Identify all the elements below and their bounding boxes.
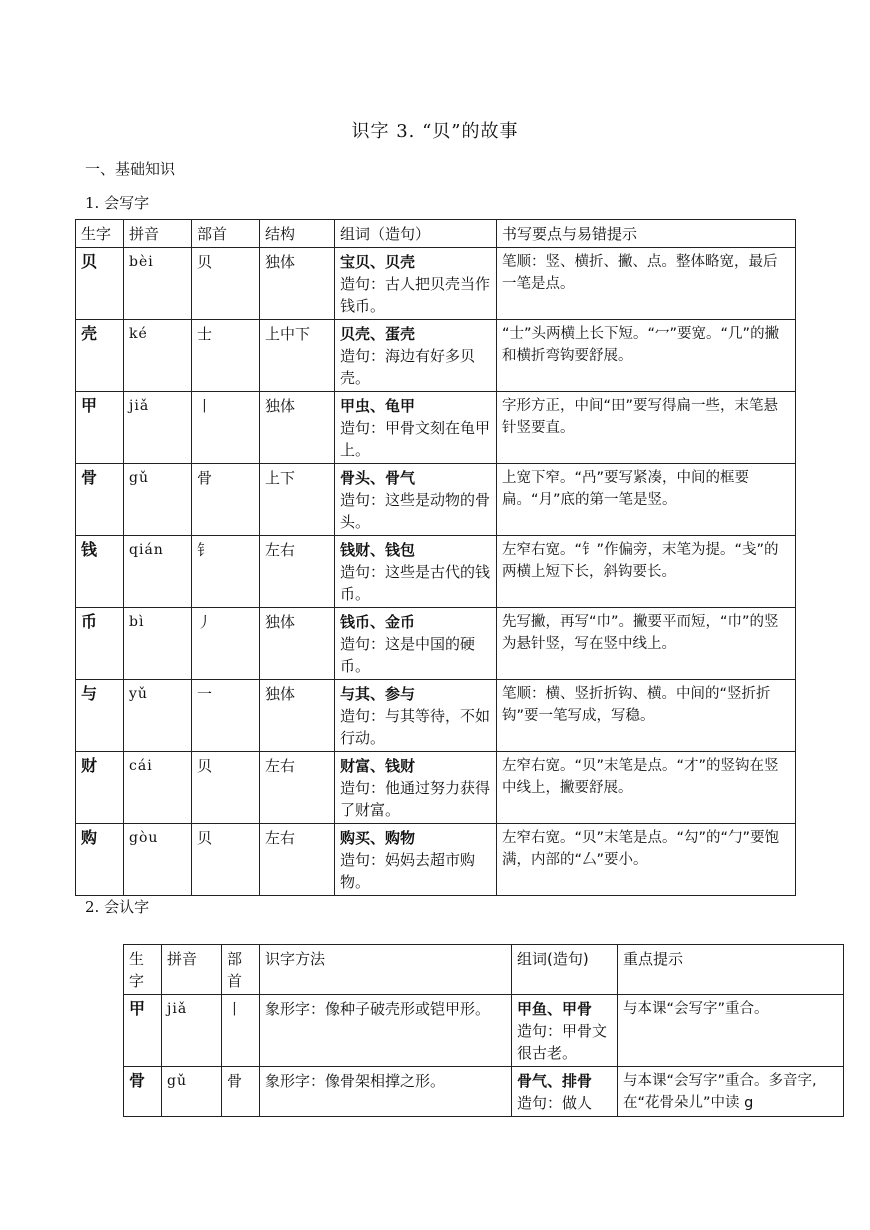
table-row	[124, 1067, 844, 1117]
char-cell: 财	[76, 752, 124, 824]
tip-cell: 左窄右宽。“贝”末笔是点。“才”的竖钩在竖中线上，撇要舒展。	[497, 752, 796, 824]
pinyin-cell: gǔ	[162, 1067, 222, 1117]
tip-cell: 左窄右宽。“贝”末笔是点。“勾”的“勹”要饱满，内部的“厶”要小。	[497, 824, 796, 896]
words-cell	[512, 995, 618, 1067]
structure-cell: 上中下	[260, 320, 335, 392]
page-title: 识字 3. “贝”的故事	[351, 121, 519, 142]
subsection-write: 1. 会写字	[85, 194, 150, 212]
column-header: 重点提示	[618, 945, 844, 995]
method-cell: 象形字：像种子破壳形或铠甲形。	[260, 995, 512, 1067]
radical-cell: 丨	[222, 995, 260, 1067]
radical-cell: 丿	[192, 608, 260, 680]
tip-cell: 笔顺：竖、横折、撇、点。整体略宽，最后一笔是点。	[497, 248, 796, 320]
column-header: 生字	[124, 945, 162, 995]
column-header: 书写要点与易错提示	[497, 220, 796, 248]
char-cell: 骨	[124, 1067, 162, 1117]
tip-cell: 笔顺：横、竖折折钩、横。中间的“竖折折钩”要一笔写成，写稳。	[497, 680, 796, 752]
example-sentence: 造句：与其等待，不如行动。	[340, 707, 491, 747]
word-list: 财富、钱财	[340, 757, 416, 775]
column-header: 组词(造句)	[512, 945, 618, 995]
radical-cell: 丨	[192, 392, 260, 464]
word-list: 甲鱼、甲骨	[517, 1000, 593, 1018]
column-header: 结构	[260, 220, 335, 248]
table-row	[76, 752, 796, 824]
tip-cell: 上宽下窄。“冎”要写紧凑，中间的框要扁。“月”底的第一笔是竖。	[497, 464, 796, 536]
pinyin-cell: ké	[124, 320, 192, 392]
char-cell: 购	[76, 824, 124, 896]
example-sentence: 造句：古人把贝壳当作钱币。	[340, 275, 491, 315]
structure-cell: 左右	[260, 752, 335, 824]
table-header-row	[76, 220, 796, 248]
radical-cell: 一	[192, 680, 260, 752]
word-list: 骨头、骨气	[340, 469, 416, 487]
word-list: 钱币、金币	[340, 613, 416, 631]
example-sentence: 造句：妈妈去超市购物。	[340, 851, 476, 891]
words-cell	[335, 248, 497, 320]
radical-cell: 贝	[192, 752, 260, 824]
words-cell	[335, 464, 497, 536]
word-list: 钱财、钱包	[340, 541, 416, 559]
column-header: 拼音	[162, 945, 222, 995]
pinyin-cell: qián	[124, 536, 192, 608]
table-row	[76, 680, 796, 752]
word-list: 贝壳、蛋壳	[340, 325, 416, 343]
words-cell	[335, 536, 497, 608]
char-cell: 壳	[76, 320, 124, 392]
table-header-row	[124, 945, 844, 995]
radical-cell: 贝	[192, 248, 260, 320]
char-cell: 与	[76, 680, 124, 752]
pinyin-cell: jiǎ	[162, 995, 222, 1067]
word-list: 骨气、排骨	[517, 1072, 593, 1090]
words-cell	[335, 608, 497, 680]
structure-cell: 独体	[260, 608, 335, 680]
word-list: 购买、购物	[340, 829, 416, 847]
table-row	[76, 464, 796, 536]
table-row	[124, 995, 844, 1067]
write-table	[75, 219, 796, 896]
section-heading: 一、基础知识	[85, 160, 176, 178]
char-cell: 甲	[124, 995, 162, 1067]
char-cell: 甲	[76, 392, 124, 464]
example-sentence: 造句：海边有好多贝壳。	[340, 347, 476, 387]
column-header: 部首	[222, 945, 260, 995]
structure-cell: 独体	[260, 248, 335, 320]
char-cell: 钱	[76, 536, 124, 608]
example-sentence: 造句：他通过努力获得了财富。	[340, 779, 491, 819]
pinyin-cell: bèi	[124, 248, 192, 320]
tip-cell: 先写撇，再写“巾”。撇要平而短，“巾”的竖为悬针竖，写在竖中线上。	[497, 608, 796, 680]
example-sentence: 造句：做人	[517, 1094, 593, 1112]
column-header: 拼音	[124, 220, 192, 248]
example-sentence: 造句：这些是古代的钱币。	[340, 563, 491, 603]
example-sentence: 造句：甲骨文很古老。	[517, 1022, 608, 1062]
column-header: 组词（造句）	[335, 220, 497, 248]
words-cell	[335, 320, 497, 392]
structure-cell: 独体	[260, 680, 335, 752]
table-row	[76, 392, 796, 464]
subsection-read: 2. 会认字	[85, 898, 150, 916]
tip-cell: 左窄右宽。“钅”作偏旁，末笔为提。“戋”的两横上短下长，斜钩要长。	[497, 536, 796, 608]
table-row	[76, 824, 796, 896]
table-row	[76, 536, 796, 608]
char-cell: 骨	[76, 464, 124, 536]
word-list: 与其、参与	[340, 685, 416, 703]
tip-cell: 与本课“会写字”重合。多音字,在“花骨朵儿”中读 g	[618, 1067, 844, 1117]
pinyin-cell: cái	[124, 752, 192, 824]
words-cell	[335, 392, 497, 464]
structure-cell: 左右	[260, 824, 335, 896]
structure-cell: 独体	[260, 392, 335, 464]
column-header: 识字方法	[260, 945, 512, 995]
radical-cell: 钅	[192, 536, 260, 608]
example-sentence: 造句：这是中国的硬币。	[340, 635, 476, 675]
char-cell: 币	[76, 608, 124, 680]
tip-cell: 与本课“会写字”重合。	[618, 995, 844, 1067]
word-list: 甲虫、龟甲	[340, 397, 416, 415]
table-row	[76, 608, 796, 680]
read-table	[123, 944, 844, 1117]
words-cell	[335, 680, 497, 752]
word-list: 宝贝、贝壳	[340, 253, 416, 271]
pinyin-cell: gǔ	[124, 464, 192, 536]
tip-cell: “士”头两横上长下短。“冖”要宽。“几”的撇和横折弯钩要舒展。	[497, 320, 796, 392]
example-sentence: 造句：这些是动物的骨头。	[340, 491, 491, 531]
column-header: 生字	[76, 220, 124, 248]
char-cell: 贝	[76, 248, 124, 320]
words-cell	[335, 824, 497, 896]
example-sentence: 造句：甲骨文刻在龟甲上。	[340, 419, 491, 459]
words-cell	[335, 752, 497, 824]
method-cell: 象形字：像骨架相撑之形。	[260, 1067, 512, 1117]
table-row	[76, 248, 796, 320]
tip-cell: 字形方正，中间“田”要写得扁一些，末笔悬针竖要直。	[497, 392, 796, 464]
words-cell	[512, 1067, 618, 1117]
pinyin-cell: bì	[124, 608, 192, 680]
radical-cell: 士	[192, 320, 260, 392]
pinyin-cell: jiǎ	[124, 392, 192, 464]
table-row	[76, 320, 796, 392]
radical-cell: 骨	[192, 464, 260, 536]
structure-cell: 上下	[260, 464, 335, 536]
column-header: 部首	[192, 220, 260, 248]
pinyin-cell: gòu	[124, 824, 192, 896]
pinyin-cell: yǔ	[124, 680, 192, 752]
radical-cell: 骨	[222, 1067, 260, 1117]
radical-cell: 贝	[192, 824, 260, 896]
structure-cell: 左右	[260, 536, 335, 608]
